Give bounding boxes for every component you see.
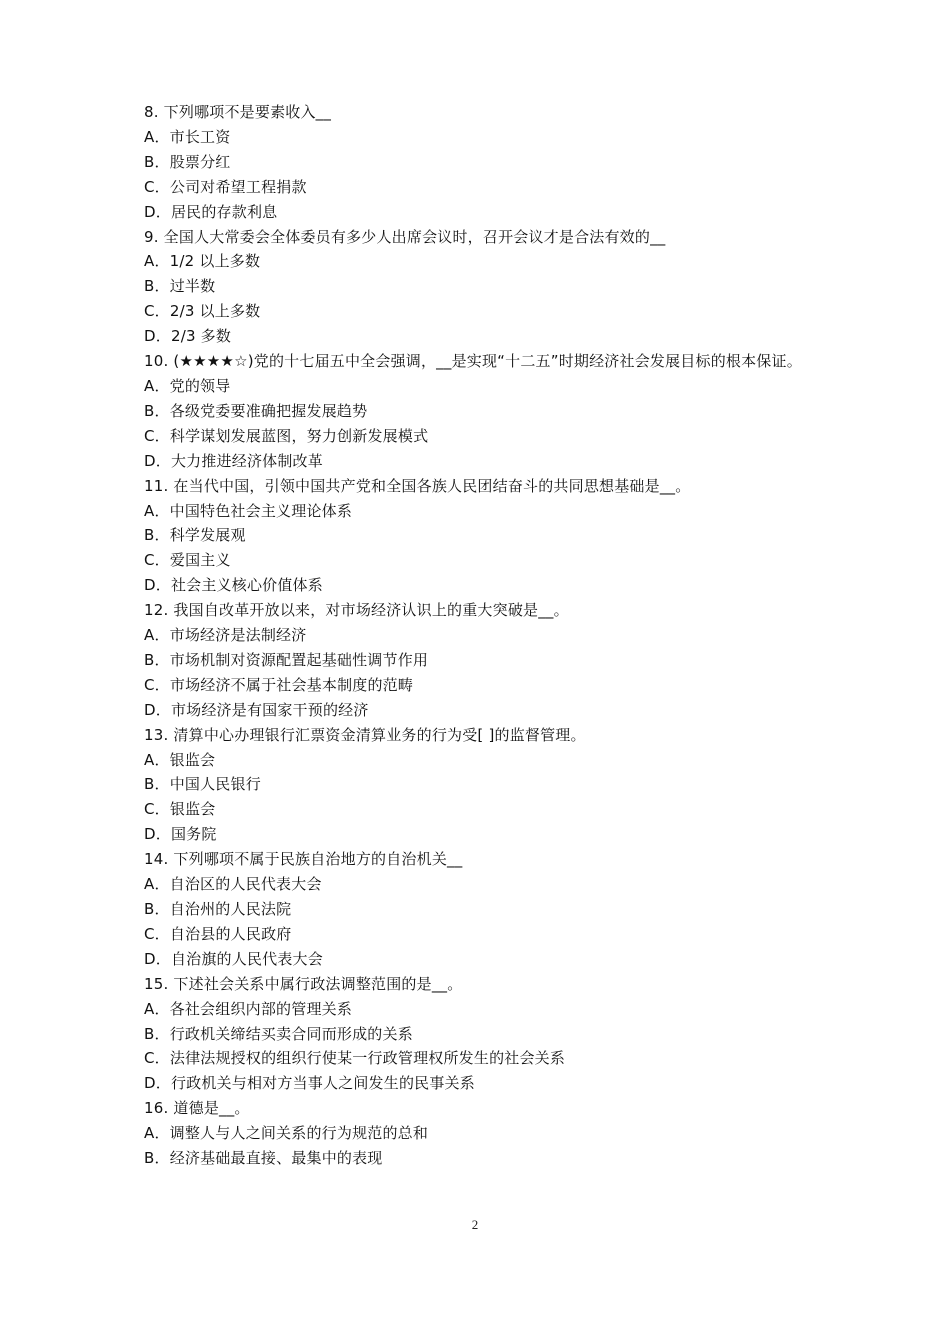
option-9-a: A．1/2 以上多数 xyxy=(144,252,261,271)
option-10-b: B．各级党委要准确把握发展趋势 xyxy=(144,401,368,420)
option-16-b: B．经济基础最直接、最集中的表现 xyxy=(144,1149,383,1168)
option-15-d: D．行政机关与相对方当事人之间发生的民事关系 xyxy=(144,1074,475,1093)
page-number: 2 xyxy=(471,1217,479,1232)
question-list xyxy=(144,100,816,1171)
option-12-a: A．市场经济是法制经济 xyxy=(144,626,307,645)
option-13-d: D．国务院 xyxy=(144,825,217,844)
option-14-b: B．自治州的人民法院 xyxy=(144,900,292,918)
question-16: 16. 道德是__。 xyxy=(144,1099,250,1118)
question-13: 13. 清算中心办理银行汇票资金清算业务的行为受[ ]的监督管理。 xyxy=(144,725,586,744)
option-9-c: C．2/3 以上多数 xyxy=(144,302,261,321)
question-10: 10. (★★★★☆)党的十七届五中全会强调，__是实现“十二五”时期经济社会发展目标的根本保证。 xyxy=(144,352,802,371)
option-15-b: B．行政机关缔结买卖合同而形成的关系 xyxy=(144,1024,413,1043)
option-14-d: D．自治旗的人民代表大会 xyxy=(144,949,323,968)
option-11-a: A．中国特色社会主义理论体系 xyxy=(144,501,353,520)
option-16-a: A．调整人与人之间关系的行为规范的总和 xyxy=(144,1124,429,1143)
option-13-b: B．中国人民银行 xyxy=(144,775,261,794)
option-9-d: D．2/3 多数 xyxy=(144,327,232,346)
option-10-a: A．党的领导 xyxy=(144,376,231,395)
option-12-b: B．市场机制对资源配置起基础性调节作用 xyxy=(144,650,429,669)
option-14-c: C．自治县的人民政府 xyxy=(144,924,292,943)
question-9: 9. 全国人大常委会全体委员有多少人出席会议时，召开会议才是合法有效的__ xyxy=(144,227,666,246)
option-15-c: C．法律法规授权的组织行使某一行政管理权所发生的社会关系 xyxy=(144,1049,566,1068)
question-11: 11. 在当代中国，引领中国共产党和全国各族人民团结奋斗的共同思想基础是__。 xyxy=(144,476,691,495)
question-15: 15. 下述社会关系中属行政法调整范围的是__。 xyxy=(144,974,463,993)
option-13-a: A．银监会 xyxy=(144,750,216,769)
question-12: 12. 我国自改革开放以来，对市场经济认识上的重大突破是__。 xyxy=(144,601,569,620)
question-8: 8. 下列哪项不是要素收入__ xyxy=(144,103,332,121)
option-13-c: C．银监会 xyxy=(144,800,216,819)
question-14: 14. 下列哪项不属于民族自治地方的自治机关__ xyxy=(144,850,463,869)
option-8-c: C．公司对希望工程捐款 xyxy=(144,177,307,196)
option-15-a: A．各社会组织内部的管理关系 xyxy=(144,999,353,1018)
option-8-a: A．市长工资 xyxy=(144,127,231,146)
option-14-a: A．自治区的人民代表大会 xyxy=(144,875,322,894)
option-11-b: B．科学发展观 xyxy=(144,526,246,545)
option-11-d: D．社会主义核心价值体系 xyxy=(144,576,323,595)
option-11-c: C．爱国主义 xyxy=(144,551,231,570)
option-10-c: C．科学谋划发展蓝图，努力创新发展模式 xyxy=(144,426,429,445)
option-8-d: D．居民的存款利息 xyxy=(144,202,278,221)
option-9-b: B．过半数 xyxy=(144,277,216,296)
option-12-d: D．市场经济是有国家干预的经济 xyxy=(144,700,369,719)
option-8-b: B．股票分红 xyxy=(144,152,231,171)
option-10-d: D．大力推进经济体制改革 xyxy=(144,451,323,470)
option-12-c: C．市场经济不属于社会基本制度的范畴 xyxy=(144,675,414,694)
